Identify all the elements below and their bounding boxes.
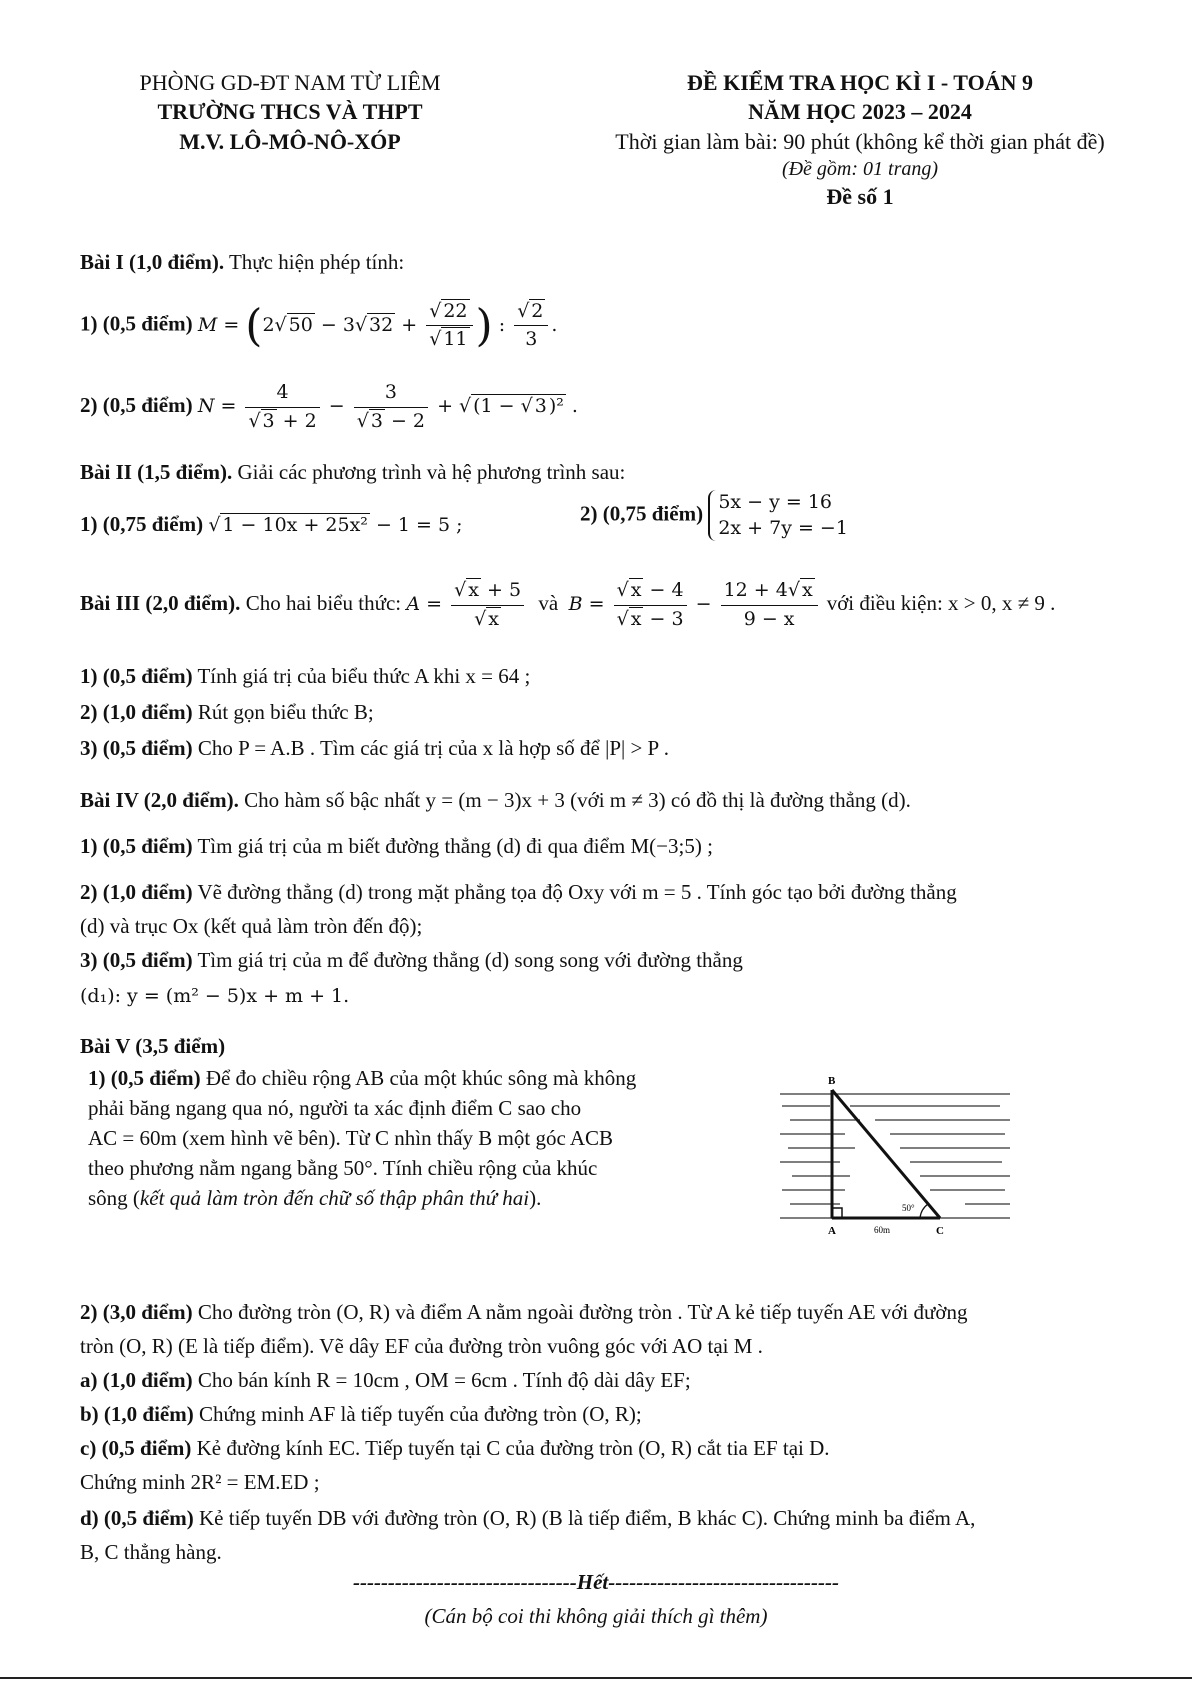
exam-number: Đề số 1 <box>826 184 894 210</box>
bai5-b <box>80 1400 642 1428</box>
bai5-p1-label: 1) (0,5 điểm) <box>88 1066 201 1090</box>
bai4-q3 <box>80 946 743 974</box>
bai3-q3-text: Cho P = A.B . Tìm các giá trị của x là hợp số để |P| > P . <box>197 736 669 760</box>
bai2-q2 <box>580 490 848 541</box>
bai4-q3-text-a: Tìm giá trị của m để đường thẳng (d) song song với đường thẳng <box>197 948 743 972</box>
bai2-eq2: 2x + 7y = −1 <box>718 516 848 539</box>
page-count: (Đề gồm: 01 trang) <box>781 157 939 180</box>
bai4-heading-line <box>80 786 911 814</box>
bai3-expr-a: A = $\frac{√ x + 5}{√ x}$ <box>406 593 533 615</box>
bai3-q1-text: Tính giá trị của biểu thức A khi x = 64 ; <box>197 664 531 688</box>
bai2-q1-formula: √ 1 − 10x + 25x² − 1 = 5 ; <box>208 514 463 536</box>
water-lines <box>780 1094 1010 1218</box>
school-name-2: M.V. LÔ-MÔ-NÔ-XÓP <box>179 128 401 154</box>
bai4-heading: Bài IV (2,0 điểm). <box>80 788 239 812</box>
bai1-heading: Bài I (1,0 điểm). <box>80 250 225 274</box>
bai3-q1 <box>80 662 530 690</box>
bai5-c-text2: Chứng minh 2R² = EM.ED ; <box>80 1470 320 1494</box>
bai2-system <box>708 490 848 541</box>
bai3-expr-b: B = $\frac{√ x - 4}{√ x - 3}$ − $\frac{12 + 4√ x}{9 - x}$ <box>569 593 827 615</box>
school-year: NĂM HỌC 2023 – 2024 <box>748 99 972 125</box>
bai5-p1-l2: phải băng ngang qua nó, người ta xác định điểm C sao cho <box>88 1096 582 1120</box>
bai2-q1-label: 1) (0,75 điểm) <box>80 512 204 536</box>
bai3-condition: với điều kiện: x > 0, x ≠ 9 . <box>826 591 1056 616</box>
school-block <box>60 68 520 156</box>
bai5-d-text2: B, C thẳng hàng. <box>80 1540 222 1564</box>
bai4-q2-text-a: Vẽ đường thẳng (d) trong mặt phẳng tọa độ Oxy với m = 5 . Tính góc tạo bởi đường thẳng <box>197 880 957 904</box>
bai5-a <box>80 1366 691 1394</box>
bai5-heading: Bài V (3,5 điểm) <box>80 1034 226 1058</box>
bai4-q1-text: Tìm giá trị của m biết đường thẳng (d) đi qua điểm M(−3;5) ; <box>197 834 713 858</box>
end-note: (Cán bộ coi thi không giải thích gì thêm) <box>424 1604 768 1628</box>
bai4-q2-cont <box>80 912 422 940</box>
bai1-q2-label: 2) (0,5 điểm) <box>80 393 193 418</box>
bai5-a-text: Cho bán kính R = 10cm , OM = 6cm . Tính độ dài dây EF; <box>197 1368 691 1392</box>
bai4-q2 <box>80 878 957 906</box>
bai5-p1-l5 <box>88 1184 541 1212</box>
bai3-heading-line: Bài III (2,0 điểm). Cho hai biểu thức: A = $\frac{√ x + 5}{√ x}$ và B = $\frac{√ x - 4}{√ x - 3}$ − $\frac{12 + 4√ x}{9 - x}$ với điều kiện: x > 0, x ≠ 9 . <box>80 579 1056 630</box>
bai2-intro: Giải các phương trình và hệ phương trình sau: <box>237 460 626 484</box>
bai2-q2-label: 2) (0,75 điểm) <box>580 501 704 526</box>
exam-info-block <box>560 68 1160 212</box>
bai5-p1-text-1: Để đo chiều rộng AB của một khúc sông mà không <box>205 1066 637 1090</box>
bai3-intro: Cho hai biểu thức: <box>245 591 402 616</box>
bai5-c <box>80 1434 830 1462</box>
bai4-q1 <box>80 832 713 860</box>
bai4-q2-label: 2) (1,0 điểm) <box>80 880 193 904</box>
end-marker: --------------------------------Hết--------------------------------- <box>352 1570 840 1594</box>
bai5-p1-l1 <box>88 1064 636 1092</box>
bai5-p2-label: 2) (3,0 điểm) <box>80 1300 193 1324</box>
bai5-d-text: Kẻ tiếp tuyến DB với đường tròn (O, R) (B là tiếp điểm, B khác C). Chứng minh ba điểm A, <box>199 1506 976 1530</box>
bai4-q1-label: 1) (0,5 điểm) <box>80 834 193 858</box>
label-distance: 60m <box>874 1225 891 1235</box>
bai2-q1 <box>80 510 463 539</box>
bai5-c-text: Kẻ đường kính EC. Tiếp tuyến tại C của đường tròn (O, R) cắt tia EF tại D. <box>196 1436 830 1460</box>
bai5-p2-text-1: Cho đường tròn (O, R) và điểm A nằm ngoài đường tròn . Từ A kẻ tiếp tuyến AE với đường <box>197 1300 968 1324</box>
bai3-q1-label: 1) (0,5 điểm) <box>80 664 193 688</box>
exam-time: Thời gian làm bài: 90 phút (không kể thời gian phát đề) <box>615 128 1105 154</box>
bai4-q2-text-b: (d) và trục Ox (kết quả làm tròn đến độ); <box>80 914 423 938</box>
bai3-q3-label: 3) (0,5 điểm) <box>80 736 193 760</box>
bai3-q2-text: Rút gọn biểu thức B; <box>197 700 374 724</box>
angle-arc <box>920 1204 928 1218</box>
bai5-d-label: d) (0,5 điểm) <box>80 1506 194 1530</box>
label-angle: 50° <box>902 1203 915 1213</box>
bai5-p2-l1 <box>80 1298 967 1326</box>
department: PHÒNG GD-ĐT NAM TỪ LIÊM <box>139 70 441 95</box>
bai1-q1-label: 1) (0,5 điểm) <box>80 311 193 336</box>
bai5-p1-l5-b: kết quả làm tròn đến chữ số thập phân thứ hai <box>139 1186 530 1210</box>
bai5-b-text: Chứng minh AF là tiếp tuyến của đường tròn (O, R); <box>199 1402 642 1426</box>
bai5-p1-l5-a: sông ( <box>88 1186 140 1210</box>
segment-bc <box>832 1090 940 1218</box>
bai5-c-label: c) (0,5 điểm) <box>80 1436 192 1460</box>
bai2-heading-line <box>80 458 625 486</box>
bai5-b-label: b) (1,0 điểm) <box>80 1402 194 1426</box>
bai1-q1-formula: M = (2√ 50 − 3√ 32 + $\frac{√ 22}{√ 11}$ ) : $\frac{√ 2}{3}$ . <box>197 299 558 351</box>
bai1-q2 <box>80 380 578 434</box>
river-figure <box>770 1072 1020 1242</box>
bai1-intro: Thực hiện phép tính: <box>228 250 405 274</box>
bai5-p1-l3: AC = 60m (xem hình vẽ bên). Từ C nhìn thấy B một góc ACB <box>88 1126 614 1150</box>
exam-title: ĐỀ KIỂM TRA HỌC KÌ I - TOÁN 9 <box>687 70 1033 95</box>
bai4-q3-formula: (d₁): y = (m² − 5)x + m + 1. <box>80 985 350 1007</box>
label-c: C <box>936 1225 944 1237</box>
bai1-q2-formula: N = $\frac{4}{√ 3 + 2}$ − $\frac{3}{√ 3 - 2}$ + √ (1 − √ 3 )² . <box>197 381 578 432</box>
school-name: TRƯỜNG THCS VÀ THPT <box>157 99 423 125</box>
label-b: B <box>828 1075 836 1087</box>
bai3-q2 <box>80 698 374 726</box>
bai5-p1-l4: theo phương nằm ngang bằng 50°. Tính chiều rộng của khúc <box>88 1156 598 1180</box>
bai4-intro: Cho hàm số bậc nhất y = (m − 3)x + 3 (với m ≠ 3) có đồ thị là đường thẳng (d). <box>244 788 911 812</box>
bai3-heading: Bài III (2,0 điểm). <box>80 591 241 616</box>
bai5-p1-l5-c: ). <box>529 1186 542 1210</box>
bai5-p2-l2: tròn (O, R) (E là tiếp điểm). Vẽ dây EF của đường tròn vuông góc với AO tại M . <box>80 1334 763 1358</box>
bai5-d <box>80 1504 975 1532</box>
header <box>0 68 1192 233</box>
label-a: A <box>828 1225 836 1237</box>
bai2-heading: Bài II (1,5 điểm). <box>80 460 233 484</box>
bai4-q3-label: 3) (0,5 điểm) <box>80 948 193 972</box>
bai5-a-label: a) (1,0 điểm) <box>80 1368 193 1392</box>
bai3-q3 <box>80 734 669 762</box>
bottom-border <box>0 1677 1192 1679</box>
bai1-heading-line <box>80 248 404 276</box>
bai2-eq1: 5x − y = 16 <box>718 491 833 513</box>
bai3-q2-label: 2) (1,0 điểm) <box>80 700 193 724</box>
bai1-q1 <box>80 296 557 355</box>
